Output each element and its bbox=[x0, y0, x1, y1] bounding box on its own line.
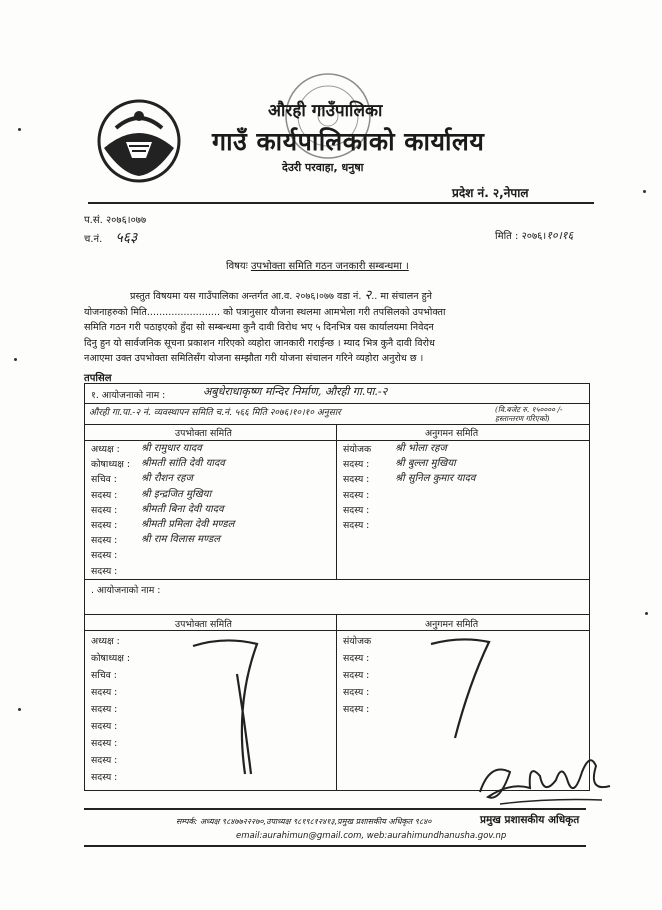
member-role-label: सचिव : bbox=[91, 670, 117, 681]
member-role-label: सदस्य : bbox=[91, 535, 118, 547]
dispatch-value: ५६३ bbox=[115, 230, 138, 246]
project1-budget-note: (वि.बजेट रु. १५०००० /- हस्तान्तरण गरिएको) bbox=[495, 405, 563, 423]
row-divider bbox=[85, 424, 589, 425]
letter-date bbox=[495, 228, 573, 243]
member-role-label: सदस्य : bbox=[343, 489, 370, 501]
body-line: नआएमा उक्त उपभोक्ता समितिसँग योजना सम्झौता गरी योजना संचालन गरिने व्यहोरा अनुरोध छ । bbox=[84, 353, 424, 364]
member-name: श्री इन्द्रजित मुखिया bbox=[141, 488, 212, 500]
member-role-label: सदस्य : bbox=[343, 653, 370, 664]
subject-text: उपभोक्ता समिति गठन जनकारी सम्बन्धमा । bbox=[250, 261, 409, 272]
scan-speck bbox=[14, 358, 17, 361]
member-role-label: सदस्य : bbox=[343, 520, 370, 531]
body-line bbox=[84, 288, 594, 305]
row-divider bbox=[85, 614, 589, 615]
member-role-label: सदस्य : bbox=[343, 459, 370, 471]
member-role-label: कोषाध्यक्ष : bbox=[91, 459, 130, 471]
dispatch-label: च.नं. bbox=[84, 234, 103, 245]
ward-number: २ bbox=[364, 288, 372, 303]
footer-divider bbox=[84, 808, 586, 810]
member-role-label: सदस्य : bbox=[91, 489, 118, 501]
member-role-label: अध्यक्ष : bbox=[91, 636, 120, 647]
body-text: .. मा संचालन हुने bbox=[371, 291, 432, 302]
notice-body bbox=[84, 288, 594, 367]
nepal-emblem-logo bbox=[96, 98, 182, 184]
header-divider bbox=[88, 202, 594, 204]
row-divider bbox=[85, 403, 589, 404]
body-line: योजनाहरुको मिति........................ को पत्रानुसार यौजना स्थलमा आमभेला गरी तपसिलको उपभोक्ता bbox=[84, 306, 446, 318]
member-name: श्री सुनिल कुमार यादव bbox=[395, 473, 476, 485]
member-name: श्री बुल्ला मुखिया bbox=[395, 458, 456, 470]
member-name: श्री भोला रहज bbox=[395, 443, 447, 454]
cancel-strike-mark bbox=[425, 634, 495, 744]
date-value: १०।१६ bbox=[546, 229, 574, 242]
member-role-label: सदस्य : bbox=[91, 755, 118, 766]
member-name: श्री रौशन रहज bbox=[141, 473, 193, 485]
schedule-heading: तपसिल bbox=[84, 373, 112, 384]
body-text: प्रस्तुत विषयमा यस गाउँपालिका अन्तर्गत आ.व. २०७६।०७७ वडा नं. bbox=[130, 291, 362, 302]
project2-name-label: . आयोजनाको नाम : bbox=[91, 585, 161, 596]
member-role-label: सदस्य : bbox=[91, 687, 118, 698]
member-role-label: सदस्य : bbox=[91, 550, 118, 562]
p2-user-committee-header: उपभोक्ता समिति bbox=[175, 619, 232, 630]
member-role-label: सदस्य : bbox=[91, 738, 118, 749]
project1-detail: औरही गा.पा.-२ नं. व्यवस्थापन समिति च.नं. ५६६ मिति २०७६।१०।१० अनुसार bbox=[89, 408, 341, 418]
member-role-label: संयोजक bbox=[343, 636, 372, 647]
member-role-label: सदस्य : bbox=[343, 670, 370, 681]
member-name: श्रीमती सांति देवी यादव bbox=[141, 458, 225, 470]
member-role-label: सचिव : bbox=[91, 474, 117, 486]
member-role-label: सदस्य : bbox=[91, 504, 118, 516]
member-role-label: सदस्य : bbox=[343, 704, 370, 715]
scan-speck bbox=[643, 190, 646, 193]
member-role-label: अध्यक्ष : bbox=[91, 444, 120, 455]
p2-monitoring-committee-header: अनुगमन समिति bbox=[425, 619, 479, 630]
project1-name-value: अबुधेराधाकृष्ण मन्दिर निर्माण, औरही गा.पा.-२ bbox=[203, 385, 388, 398]
p1-monitoring-committee-header: अनुगमन समिति bbox=[425, 428, 479, 439]
project1-name-label: १. आयोजनाको नाम : bbox=[91, 390, 166, 401]
subject-label: विषयः bbox=[226, 261, 248, 272]
subject-line bbox=[226, 258, 409, 272]
row-divider bbox=[85, 579, 589, 580]
body-line: दिनु हुन यो सार्वजनिक सूचना प्रकाशन गरिएको व्यहोरा जानकारी गराईन्छ । म्याद भित्र कुनै दावी विरोध bbox=[84, 337, 435, 349]
footer-divider bbox=[84, 845, 586, 847]
scan-speck bbox=[18, 708, 21, 711]
member-role-label: सदस्य : bbox=[343, 687, 370, 698]
column-divider bbox=[336, 614, 337, 790]
signatory-title: प्रमुख प्रशासकीय अधिकृत bbox=[480, 814, 580, 826]
column-divider bbox=[336, 424, 337, 579]
office-title: गाउँ कार्यपालिकाको कार्यालय bbox=[212, 127, 485, 156]
municipality-name: औरही गाउँपालिका bbox=[268, 101, 383, 121]
member-role-label: संयोजक bbox=[343, 444, 372, 455]
office-address: देउरी परवाहा, धनुषा bbox=[282, 161, 364, 174]
province-label: प्रदेश नं. २,नेपाल bbox=[452, 186, 529, 200]
date-label: मिति : २०७६। bbox=[495, 231, 547, 242]
committee-table bbox=[84, 383, 590, 791]
member-name: श्री राम विलास मण्डल bbox=[141, 534, 221, 546]
member-role-label: सदस्य : bbox=[343, 474, 370, 486]
member-role-label: सदस्य : bbox=[343, 504, 370, 516]
footer-contact: सम्पर्क: अध्यक्ष ९८४७७२२२७०,उपाध्यक्ष ९८१९८१२४१३,प्रमुख प्रशासकीय अधिकृत ९८४० bbox=[176, 817, 432, 826]
member-role-label: कोषाध्यक्ष : bbox=[91, 653, 130, 664]
dispatch-number bbox=[84, 228, 137, 247]
p1-user-committee-header: उपभोक्ता समिति bbox=[175, 428, 232, 439]
body-line: समिति गठन गरी पठाइएको हुँदा सो सम्बन्धमा कुनै दावी विरोध भए ५ दिनभित्र यस कार्यालयमा निवेदन bbox=[84, 322, 434, 333]
member-name: श्रीमती प्रमिला देवी मण्डल bbox=[141, 519, 235, 530]
cancel-strike-mark bbox=[185, 634, 265, 784]
scan-speck bbox=[18, 128, 21, 131]
member-name: श्रीमती बिना देवी यादव bbox=[141, 503, 224, 515]
reference-number: प.सं. २०७६।०७७ bbox=[84, 215, 147, 226]
signature bbox=[470, 742, 620, 814]
member-role-label: सदस्य : bbox=[91, 565, 118, 577]
footer-web: email:aurahimun@gmail.com, web:aurahimundhanusha.gov.np bbox=[236, 831, 507, 841]
member-role-label: सदस्य : bbox=[91, 520, 118, 531]
member-role-label: सदस्य : bbox=[91, 721, 118, 732]
member-name: श्री रामुधार यादव bbox=[141, 443, 202, 454]
member-role-label: सदस्य : bbox=[91, 704, 118, 715]
row-divider bbox=[85, 630, 589, 631]
member-role-label: सदस्य : bbox=[91, 772, 118, 783]
scan-speck bbox=[645, 612, 648, 615]
